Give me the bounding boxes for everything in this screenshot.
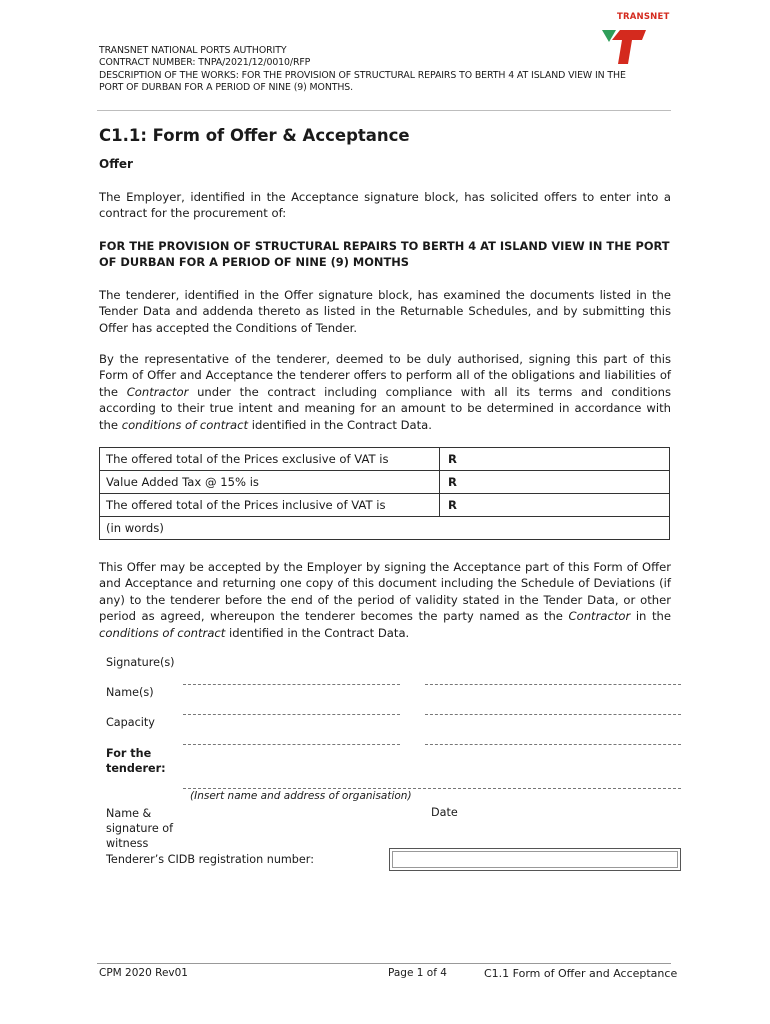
name-line-2[interactable]	[425, 714, 681, 715]
conditions-term: conditions of contract	[99, 625, 226, 640]
capacity-label: Capacity	[106, 716, 155, 729]
cidb-label: Tenderer’s CIDB registration number:	[106, 853, 314, 866]
footer-divider	[97, 963, 671, 964]
transnet-logo-text: TRANSNET	[617, 12, 670, 22]
for-tenderer-label	[106, 746, 166, 776]
names-label: Name(s)	[106, 686, 154, 699]
contractor-term: Contractor	[568, 609, 631, 624]
price-label: The offered total of the Prices inclusive of VAT is	[100, 494, 440, 517]
witness-label	[106, 806, 173, 851]
header-divider	[97, 110, 671, 111]
header-line: PORT OF DURBAN FOR A PERIOD OF NINE (9) MONTHS.	[99, 82, 354, 94]
document-header	[99, 45, 679, 95]
header-line: TRANSNET NATIONAL PORTS AUTHORITY	[99, 45, 287, 56]
header-line: CONTRACT NUMBER: TNPA/2021/12/0010/RFP	[99, 57, 311, 69]
capacity-line-2[interactable]	[425, 744, 681, 745]
price-label: Value Added Tax @ 15% is	[100, 471, 440, 494]
table-row	[100, 494, 670, 517]
footer-form-name: C1.1 Form of Offer and Acceptance	[484, 967, 678, 980]
date-label: Date	[431, 806, 458, 819]
price-value-field[interactable]: R	[440, 448, 670, 471]
label-line: witness	[106, 837, 149, 850]
logo-green-triangle	[602, 30, 616, 42]
cidb-number-input[interactable]	[389, 848, 681, 871]
text-span: under the contract including compliance with all its terms and conditions according to their true intent and meaning for an amount to be determined in accordance with the	[99, 384, 671, 432]
acceptance-paragraph	[99, 559, 671, 641]
signatures-label: Signature(s)	[106, 656, 175, 669]
text-span: By the representative of the tenderer, deemed to be duly authorised, signing this part of this Form of Offer and Acceptance the tenderer offers to perform all of the obligations and liabilities of the	[99, 352, 671, 399]
name-line-1[interactable]	[183, 714, 400, 715]
label-line: tenderer:	[106, 762, 166, 775]
label-line: For the	[106, 747, 152, 760]
page-title: C1.1: Form of Offer & Acceptance	[99, 126, 410, 145]
header-line: DESCRIPTION OF THE WORKS: FOR THE PROVISION OF STRUCTURAL REPAIRS TO BERTH 4 AT ISLAND VIEW IN THE	[99, 69, 626, 81]
capacity-line-1[interactable]	[183, 744, 400, 745]
price-value-field[interactable]: R	[440, 494, 670, 517]
text-span: This Offer may be accepted by the Employer by signing the Acceptance part of this Form of Offer and Acceptance and returning one copy of this document including the Schedule of Deviations (if any) to the tenderer before the end of the period of validity stated in the Tender Data, or other period as agreed, whereupon the tenderer becomes the party named as the	[99, 560, 671, 624]
contractor-term: Contractor	[126, 384, 189, 399]
label-line: Name &	[106, 807, 152, 820]
text-span: in the	[630, 609, 671, 624]
text-span: identified in the Contract Data.	[248, 417, 432, 432]
footer-revision: CPM 2020 Rev01	[99, 967, 188, 979]
price-value-field[interactable]: R	[440, 471, 670, 494]
price-table	[99, 447, 670, 540]
conditions-term: conditions of contract	[121, 417, 249, 432]
table-row	[100, 471, 670, 494]
amount-in-words-field[interactable]: (in words)	[100, 517, 670, 540]
table-row	[100, 448, 670, 471]
insert-organisation-note: (Insert name and address of organisation)	[190, 790, 412, 802]
footer-page-number: Page 1 of 4	[388, 967, 447, 979]
signature-line-1[interactable]	[183, 684, 400, 685]
offer-heading: Offer	[99, 157, 133, 171]
intro-paragraph: The Employer, identified in the Acceptance signature block, has solicited offers to enter into a contract for the procurement of:	[99, 190, 671, 221]
table-row	[100, 517, 670, 540]
price-label: The offered total of the Prices exclusive of VAT is	[100, 448, 440, 471]
text-span: identified in the Contract Data.	[225, 625, 410, 640]
signature-line-2[interactable]	[425, 684, 681, 685]
works-title: FOR THE PROVISION OF STRUCTURAL REPAIRS TO BERTH 4 AT ISLAND VIEW IN THE PORT OF DURBAN FOR A PERIOD OF NINE (9) MONTHS	[99, 239, 670, 270]
tenderer-paragraph: The tenderer, identified in the Offer signature block, has examined the documents listed in the Tender Data and addenda thereto as listed in the Returnable Schedules, and by submitting this Offer has accepted the Conditions of Tender.	[99, 288, 671, 335]
representative-paragraph	[99, 351, 671, 433]
organisation-line[interactable]	[183, 788, 681, 789]
label-line: signature of	[106, 822, 174, 835]
